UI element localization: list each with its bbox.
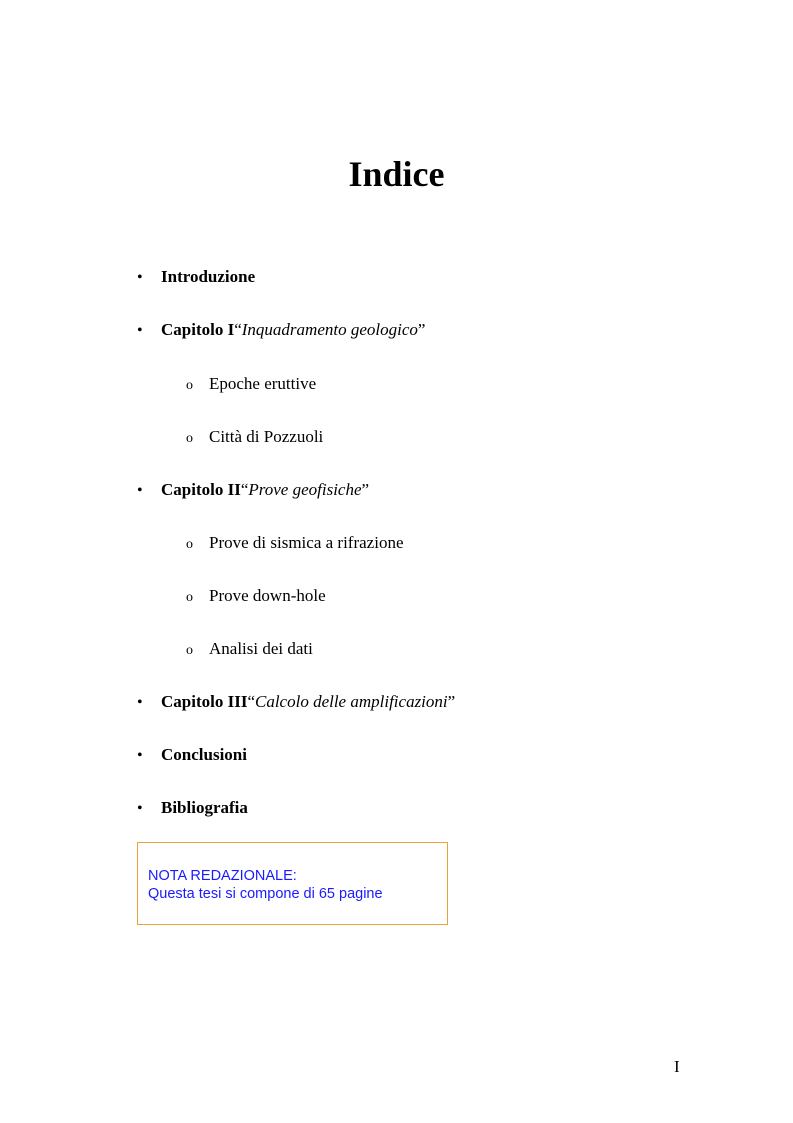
circle-bullet-icon: o	[186, 643, 193, 658]
open-quote: “	[247, 692, 255, 711]
bullet-icon: •	[137, 322, 143, 339]
bullet-icon: •	[137, 694, 143, 711]
toc-item-bibliografia	[137, 796, 248, 821]
toc-subitem-label: Prove di sismica a rifrazione	[209, 533, 404, 552]
open-quote: “	[240, 480, 249, 499]
close-quote: ”	[361, 480, 370, 499]
toc-item-label: Capitolo I	[161, 320, 235, 339]
page-title: Indice	[348, 154, 445, 194]
toc-item-title: Calcolo delle amplificazioni	[254, 692, 448, 711]
toc-subitem-prove-sismica	[186, 531, 404, 557]
toc-item-capitolo-1	[137, 318, 425, 343]
editorial-note-heading: NOTA REDAZIONALE:	[148, 868, 297, 884]
bullet-icon: •	[137, 747, 143, 764]
close-quote: ”	[417, 320, 426, 339]
close-quote: ”	[447, 692, 456, 711]
toc-subitem-label: Analisi dei dati	[209, 639, 313, 658]
page-number: I	[674, 1057, 680, 1076]
toc-subitem-citta-di-pozzuoli	[186, 425, 323, 451]
toc-item-label: Capitolo III	[161, 692, 248, 711]
toc-subitem-label: Prove down-hole	[209, 586, 326, 605]
toc-subitem-epoche-eruttive	[186, 372, 316, 398]
toc-subitem-label: Epoche eruttive	[209, 374, 317, 393]
circle-bullet-icon: o	[186, 431, 193, 446]
toc-item-title: Inquadramento geologico	[241, 320, 418, 339]
editorial-note-text: Questa tesi si compone di 65 pagine	[148, 886, 383, 902]
toc-item-capitolo-2	[137, 478, 369, 503]
circle-bullet-icon: o	[186, 378, 193, 393]
bullet-icon: •	[137, 482, 143, 499]
toc-item-introduzione	[137, 265, 255, 290]
toc-item-label: Capitolo II	[161, 480, 241, 499]
toc-item-label: Bibliografia	[161, 798, 248, 817]
bullet-icon: •	[137, 800, 143, 817]
toc-item-title: Prove geofisiche	[248, 480, 362, 499]
circle-bullet-icon: o	[186, 537, 193, 552]
toc-item-capitolo-3	[137, 690, 455, 715]
toc-subitem-label: Città di Pozzuoli	[209, 427, 324, 446]
toc-subitem-prove-down-hole	[186, 584, 326, 610]
editorial-note-box	[137, 842, 448, 925]
toc-item-label: Introduzione	[161, 267, 256, 286]
toc-item-conclusioni	[137, 743, 247, 768]
toc-item-label: Conclusioni	[161, 745, 247, 764]
circle-bullet-icon: o	[186, 590, 193, 605]
bullet-icon: •	[137, 269, 143, 286]
open-quote: “	[234, 320, 242, 339]
toc-subitem-analisi-dati	[186, 637, 313, 663]
